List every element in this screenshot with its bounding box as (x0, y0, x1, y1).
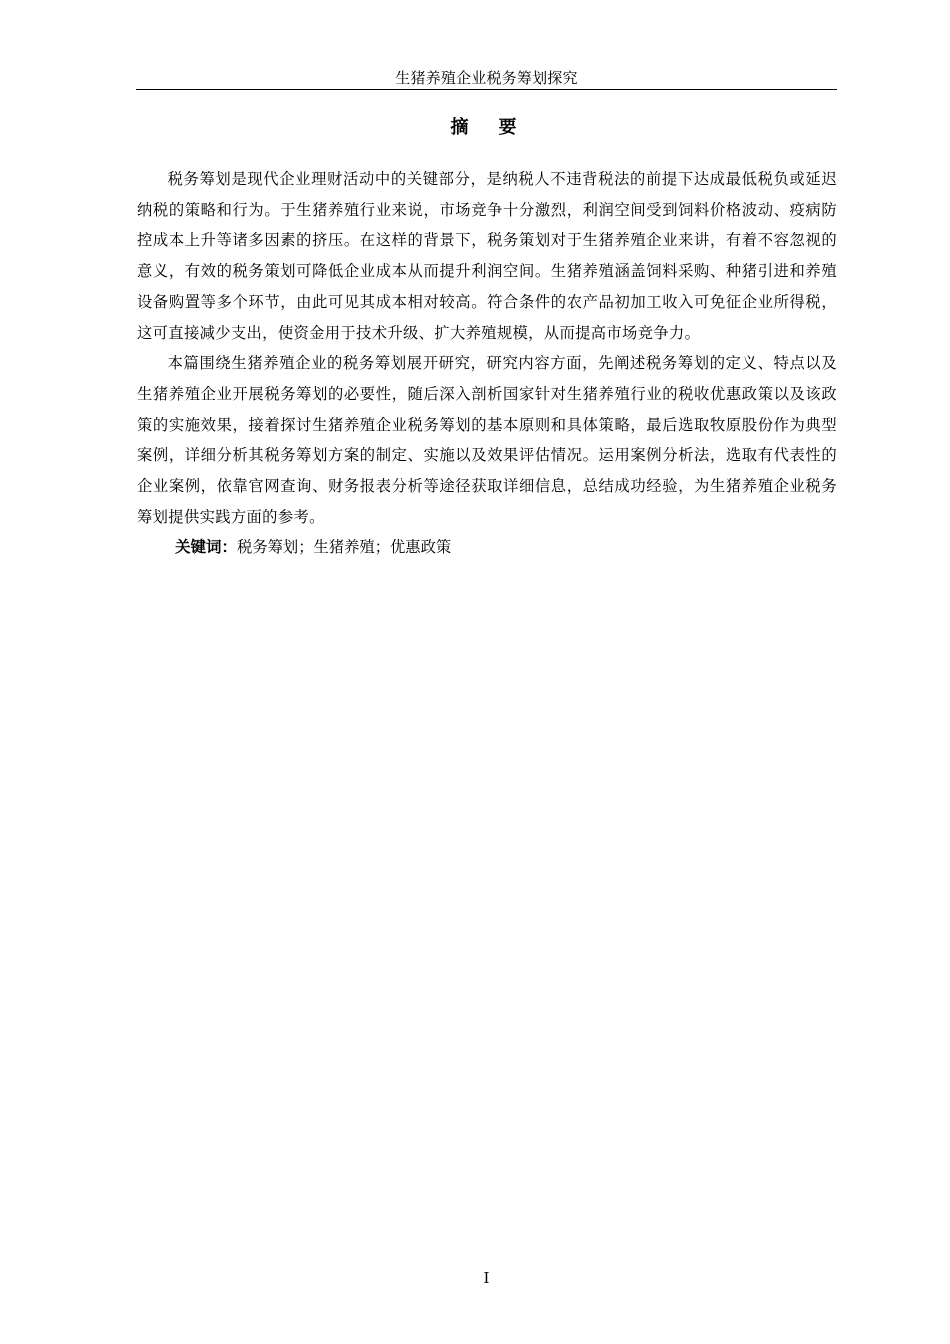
keywords-line (137, 532, 837, 563)
page-number: I (483, 1269, 490, 1287)
keywords-list: 税务筹划；生猪养殖；优惠政策 (237, 538, 452, 557)
header-rule (136, 89, 837, 90)
abstract-body (137, 164, 837, 563)
abstract-title: 摘 要 (450, 117, 523, 138)
abstract-paragraph-2: 本篇围绕生猪养殖企业的税务筹划展开研究，研究内容方面，先阐述税务筹划的定义、特点以及生猪养殖企业开展税务筹划的必要性，随后深入剖析国家针对生猪养殖行业的税收优惠政策以及该政策的实施效果，接着探讨生猪养殖企业税务筹划的基本原则和具体策略，最后选取牧原股份作为典型案例，详细分析其税务筹划方案的制定、实施以及效果评估情况。运用案例分析法，选取有代表性的企业案例，依靠官网查询、财务报表分析等途径获取详细信息，总结成功经验，为生猪养殖企业税务筹划提供实践方面的参考。 (137, 354, 837, 526)
abstract-paragraph-1: 税务筹划是现代企业理财活动中的关键部分，是纳税人不违背税法的前提下达成最低税负或延迟纳税的策略和行为。于生猪养殖行业来说，市场竞争十分激烈，利润空间受到饲料价格波动、疫病防控成本上升等诸多因素的挤压。在这样的背景下，税务策划对于生猪养殖企业来讲，有着不容忽视的意义，有效的税务策划可降低企业成本从而提升利润空间。生猪养殖涵盖饲料采购、种猪引进和养殖设备购置等多个环节，由此可见其成本相对较高。符合条件的农产品初加工收入可免征企业所得税，这可直接减少支出，使资金用于技术升级、扩大养殖规模，从而提高市场竞争力。 (137, 170, 837, 342)
running-header: 生猪养殖企业税务筹划探究 (395, 69, 578, 87)
keywords-label: 关键词： (175, 538, 238, 557)
